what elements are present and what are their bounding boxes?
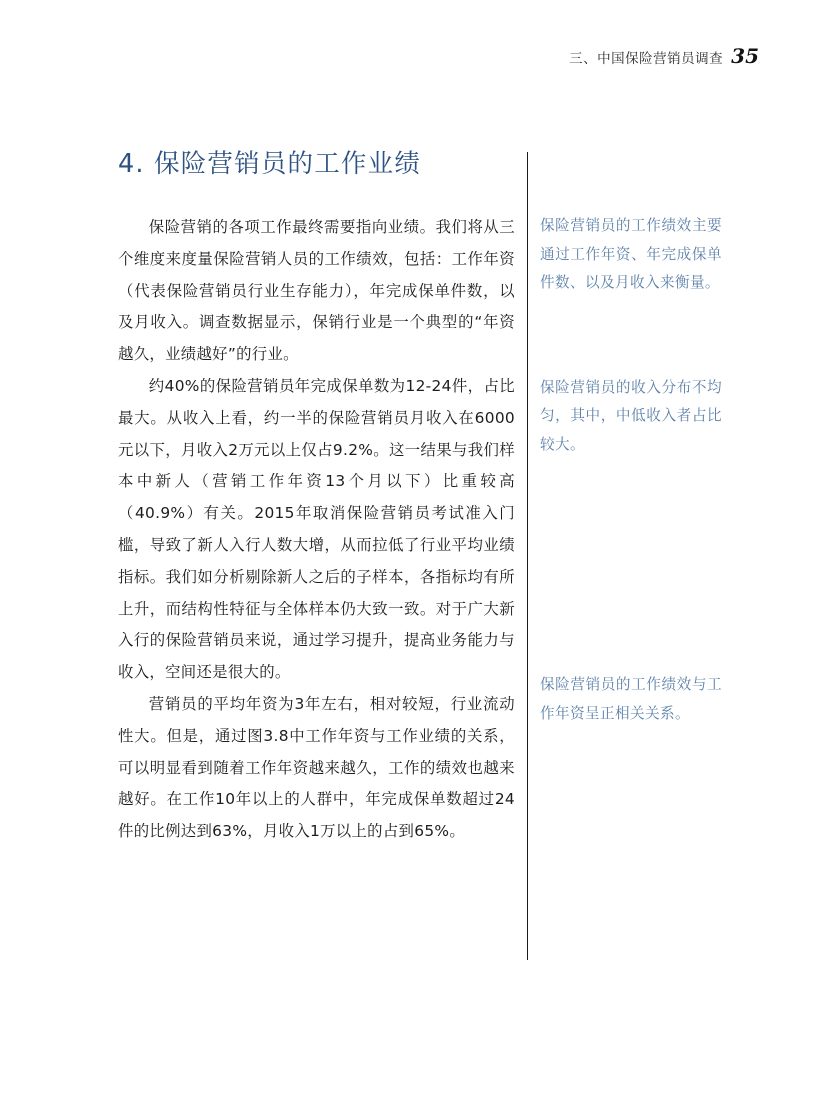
body-paragraph: 营销员的平均年资为3年左右，相对较短，行业流动性大。但是，通过图3.8中工作年资与工作业绩的关系，可以明显看到随着工作年资越来越久，工作的绩效也越来越好。在工作10年以上的人群中，年完成保单数超过24件的比例达到63%，月收入1万以上的占到65%。: [118, 695, 515, 841]
running-head: [569, 44, 759, 68]
section-title: 4. 保险营销员的工作业绩: [118, 149, 422, 179]
main-text-column: [118, 150, 515, 848]
margin-note: 保险营销员的收入分布不均匀，其中，中低收入者占比较大。: [540, 378, 722, 453]
margin-note: 保险营销员的工作绩效与工作年资呈正相关关系。: [540, 676, 722, 722]
body-paragraph: 约40%的保险营销员年完成保单数为12-24件，占比最大。从收入上看，约一半的保险营销员月收入在6000元以下，月收入2万元以上仅占9.2%。这一结果与我们样本中新人（营销工作年资13个月以下）比重较高（40.9%）有关。2015年取消保险营销员考试准入门槛，导致了新人入行人数大增，从而拉低了行业平均业绩指标。我们如分析剔除新人之后的子样本，各指标均有所上升，而结构性特征与全体样本仍大致一致。对于广大新入行的保险营销员来说，通过学习提升，提高业务能力与收入，空间还是很大的。: [118, 377, 515, 682]
margin-note: 保险营销员的工作绩效主要通过工作年资、年完成保单件数、以及月收入来衡量。: [540, 217, 722, 291]
margin-notes-column: [540, 150, 722, 728]
column-divider-rule: [527, 152, 528, 960]
body-paragraph: 保险营销的各项工作最终需要指向业绩。我们将从三个维度来度量保险营销人员的工作绩效，包括：工作年资（代表保险营销员行业生存能力），年完成保单件数，以及月收入。调查数据显示，保销行业是一个典型的“年资越久，业绩越好”的行业。: [118, 218, 515, 364]
page-number: 35: [731, 44, 759, 68]
running-head-chapter: 三、中国保险营销员调查: [569, 51, 724, 67]
